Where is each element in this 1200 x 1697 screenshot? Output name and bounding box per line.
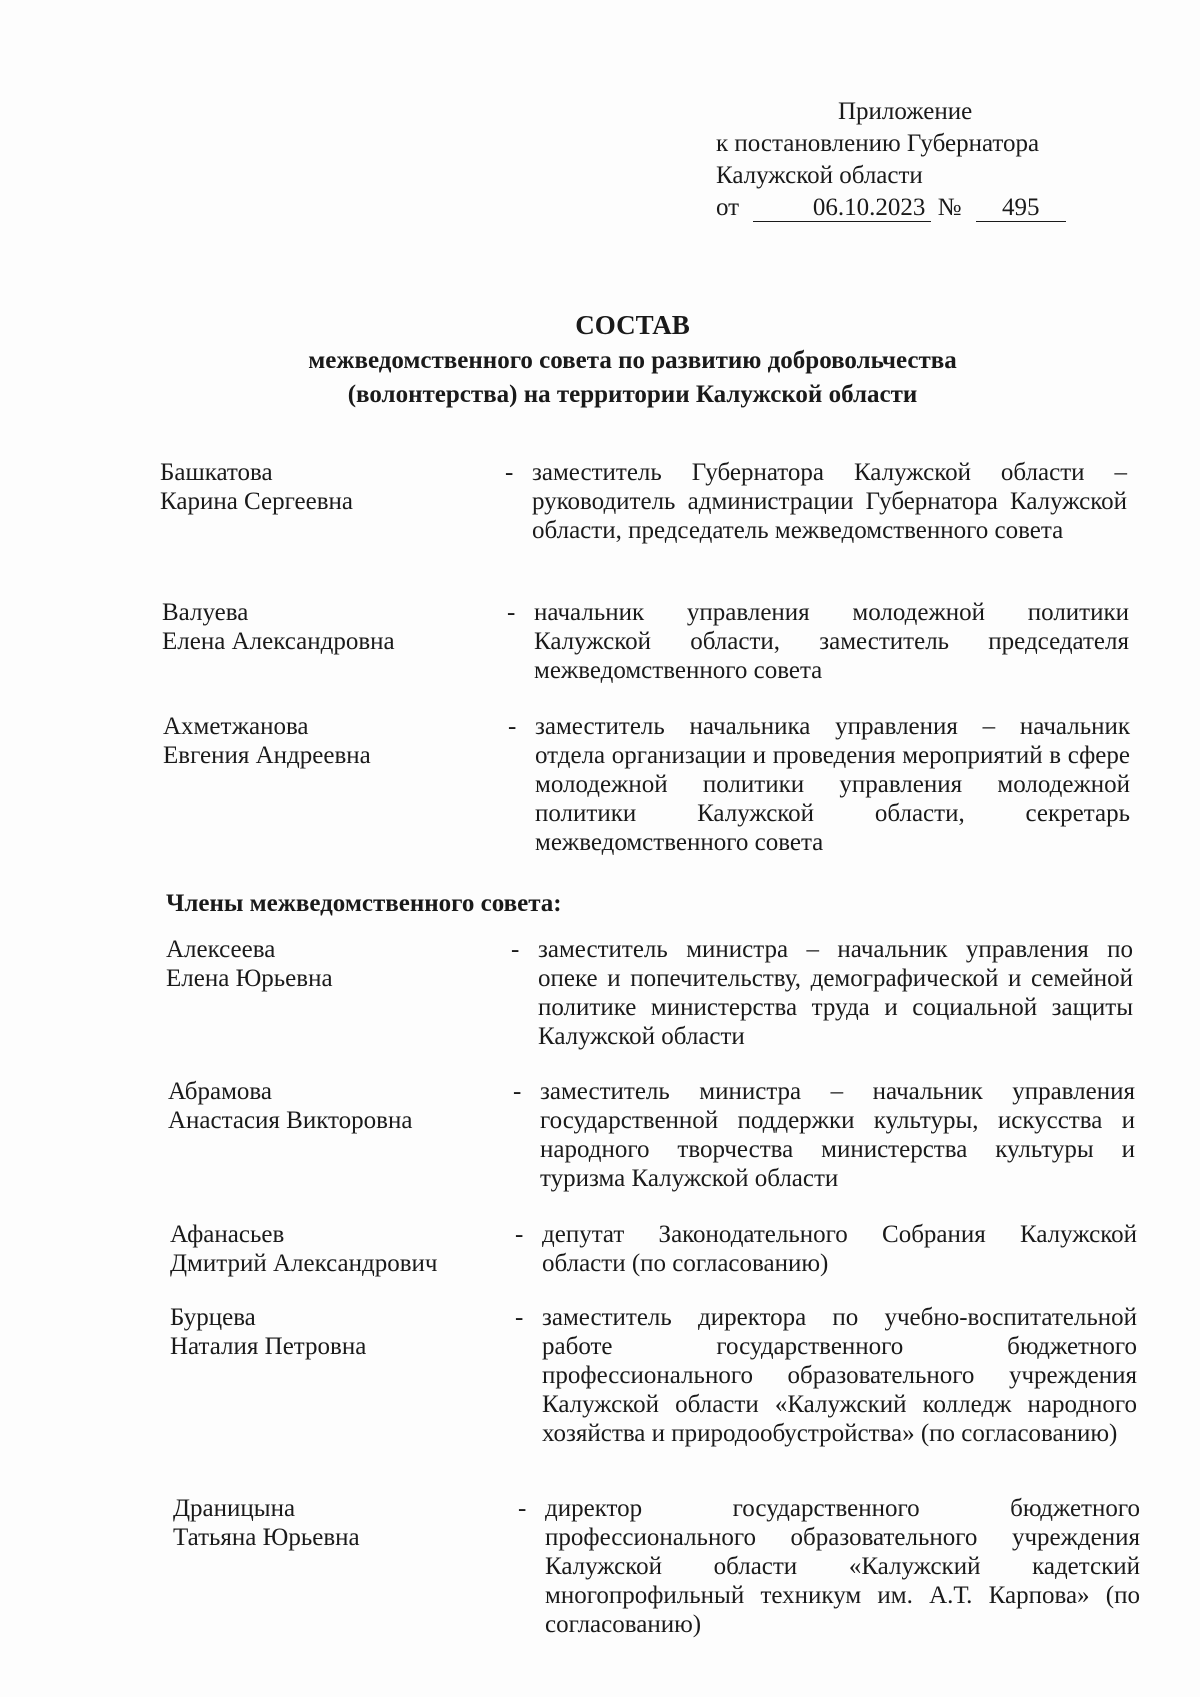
person-position: заместитель министра – начальник управления по опеке и попечительству, демографической и семейной политике министерства труда и социальной защиты Калужской области (538, 936, 1133, 1050)
appendix-decree-ref: к постановлению Губернатора (716, 130, 1040, 157)
person-surname: Абрамова (168, 1078, 272, 1105)
person-name (162, 598, 502, 656)
person-position: депутат Законодательного Собрания Калужской области (по согласованию) (542, 1221, 1137, 1277)
person-name (163, 712, 503, 770)
appendix-region: Калужской области (716, 162, 923, 189)
person-surname: Афанасьев (170, 1221, 285, 1248)
person-name (173, 1494, 513, 1552)
person-position: заместитель Губернатора Калужской области – руководитель администрации Губернатора Калужской области, председатель межведомственного совета (532, 459, 1127, 544)
separator-dash: - (518, 1495, 527, 1522)
person-given-name: Наталия Петровна (170, 1333, 367, 1360)
person-name (170, 1303, 510, 1361)
person-given-name: Анастасия Викторовна (168, 1107, 413, 1134)
title-line-3: (волонтерства) на территории Калужской области (347, 381, 918, 408)
person-position: заместитель директора по учебно-воспитательной работе государственного бюджетного профессионального образовательного учреждения Калужской области «Калужский колледж народного хозяйства и природообустройства» (по согласованию) (542, 1304, 1137, 1447)
appendix-header (716, 96, 1066, 224)
separator-dash: - (505, 459, 514, 486)
person-given-name: Елена Александровна (162, 628, 395, 655)
person-position: заместитель министра – начальник управления государственной поддержки культуры, искусства и народного творчества министерства культуры и туризма Калужской области (540, 1078, 1135, 1192)
separator-dash: - (511, 936, 520, 963)
person-position: заместитель начальника управления – начальник отдела организации и проведения мероприятий в сфере молодежной политики управления молодежной политики Калужской области, секретарь межведомственного совета (535, 713, 1130, 856)
person-name (166, 935, 506, 993)
number-sign: № (937, 194, 962, 221)
person-name (160, 458, 500, 516)
person-name (170, 1220, 510, 1278)
person-given-name: Дмитрий Александрович (170, 1250, 438, 1277)
person-position: директор государственного бюджетного профессионального образовательного учреждения Калужской области «Калужский кадетский многопрофильный техникум им. А.Т. Карпова» (по согласованию) (545, 1495, 1140, 1638)
person-surname: Башкатова (160, 459, 273, 486)
appendix-label: Приложение (838, 98, 973, 125)
separator-dash: - (508, 713, 517, 740)
person-surname: Валуева (162, 599, 249, 626)
person-position: начальник управления молодежной политики Калужской области, заместитель председателя межведомственного совета (534, 599, 1129, 684)
document-title (0, 308, 1200, 412)
separator-dash: - (513, 1078, 522, 1105)
person-surname: Ахметжанова (163, 713, 309, 740)
separator-dash: - (507, 599, 516, 626)
person-surname: Драницына (173, 1495, 296, 1522)
person-name (168, 1077, 508, 1135)
appendix-date-line (716, 192, 1066, 224)
title-main: СОСТАВ (575, 310, 690, 340)
person-surname: Бурцева (170, 1304, 256, 1331)
date-prefix: от (716, 194, 740, 221)
members-heading: Члены межведомственного совета: (166, 890, 562, 917)
person-given-name: Евгения Андреевна (163, 742, 371, 769)
decree-date: 06.10.2023 (753, 195, 931, 222)
person-given-name: Карина Сергеевна (160, 488, 354, 515)
separator-dash: - (515, 1304, 524, 1331)
decree-number: 495 (976, 195, 1066, 222)
person-given-name: Татьяна Юрьевна (173, 1524, 360, 1551)
separator-dash: - (515, 1221, 524, 1248)
person-given-name: Елена Юрьевна (166, 965, 333, 992)
title-line-2: межведомственного совета по развитию добровольчества (308, 347, 957, 374)
person-surname: Алексеева (166, 936, 276, 963)
